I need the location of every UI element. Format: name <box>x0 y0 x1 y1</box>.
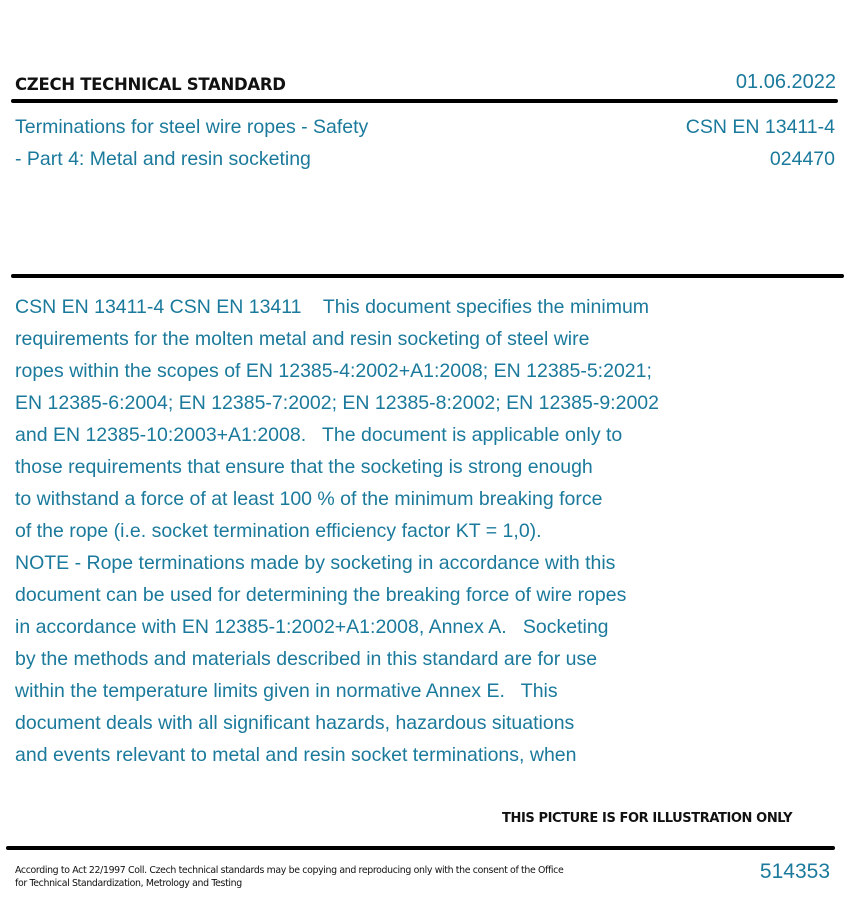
abstract-line: CSN EN 13411-4 CSN EN 13411 This document specifies the minimum <box>15 296 650 318</box>
abstract-line: document deals with all significant hazards, hazardous situations <box>15 712 575 734</box>
abstract-line: document can be used for determining the breaking force of wire ropes <box>15 584 627 606</box>
copyright-line: for Technical Standardization, Metrology and Testing <box>15 878 242 889</box>
footer-divider <box>6 846 835 850</box>
abstract-line: of the rope (i.e. socket termination efficiency factor KT = 1,0). <box>15 520 542 542</box>
abstract-line: to withstand a force of at least 100 % of the minimum breaking force <box>15 488 603 510</box>
document-type-label: CZECH TECHNICAL STANDARD <box>15 75 286 94</box>
standard-number: CSN EN 13411-4 <box>685 116 835 138</box>
abstract-line: ropes within the scopes of EN 12385-4:2002+A1:2008; EN 12385-5:2021; <box>15 360 652 382</box>
illustration-disclaimer: THIS PICTURE IS FOR ILLUSTRATION ONLY <box>502 811 793 826</box>
abstract-line: and EN 12385-10:2003+A1:2008. The document is applicable only to <box>15 424 623 446</box>
copyright-line: According to Act 22/1997 Coll. Czech technical standards may be copying and reproducing only with the consent of the Office <box>15 865 564 876</box>
abstract-line: requirements for the molten metal and resin socketing of steel wire <box>15 328 590 350</box>
abstract-line: EN 12385-6:2004; EN 12385-7:2002; EN 12385-8:2002; EN 12385-9:2002 <box>15 392 659 414</box>
title-divider <box>11 274 844 278</box>
abstract-line: by the methods and materials described in this standard are for use <box>15 648 598 670</box>
abstract-text <box>15 291 855 771</box>
abstract-line: in accordance with EN 12385-1:2002+A1:2008, Annex A. Socketing <box>15 616 609 638</box>
page-id: 514353 <box>759 860 830 883</box>
standard-title-line-2: - Part 4: Metal and resin socketing <box>15 148 311 170</box>
abstract-line: NOTE - Rope terminations made by socketing in accordance with this <box>15 552 616 574</box>
abstract-line: within the temperature limits given in normative Annex E. This <box>15 680 558 702</box>
header-divider <box>11 99 838 103</box>
abstract-line: and events relevant to metal and resin socket terminations, when <box>15 744 577 766</box>
publication-date: 01.06.2022 <box>735 71 836 93</box>
catalog-number: 024470 <box>769 148 835 170</box>
standard-title-line-1: Terminations for steel wire ropes - Safety <box>15 116 369 138</box>
copyright-notice <box>15 864 563 890</box>
abstract-line: those requirements that ensure that the socketing is strong enough <box>15 456 593 478</box>
